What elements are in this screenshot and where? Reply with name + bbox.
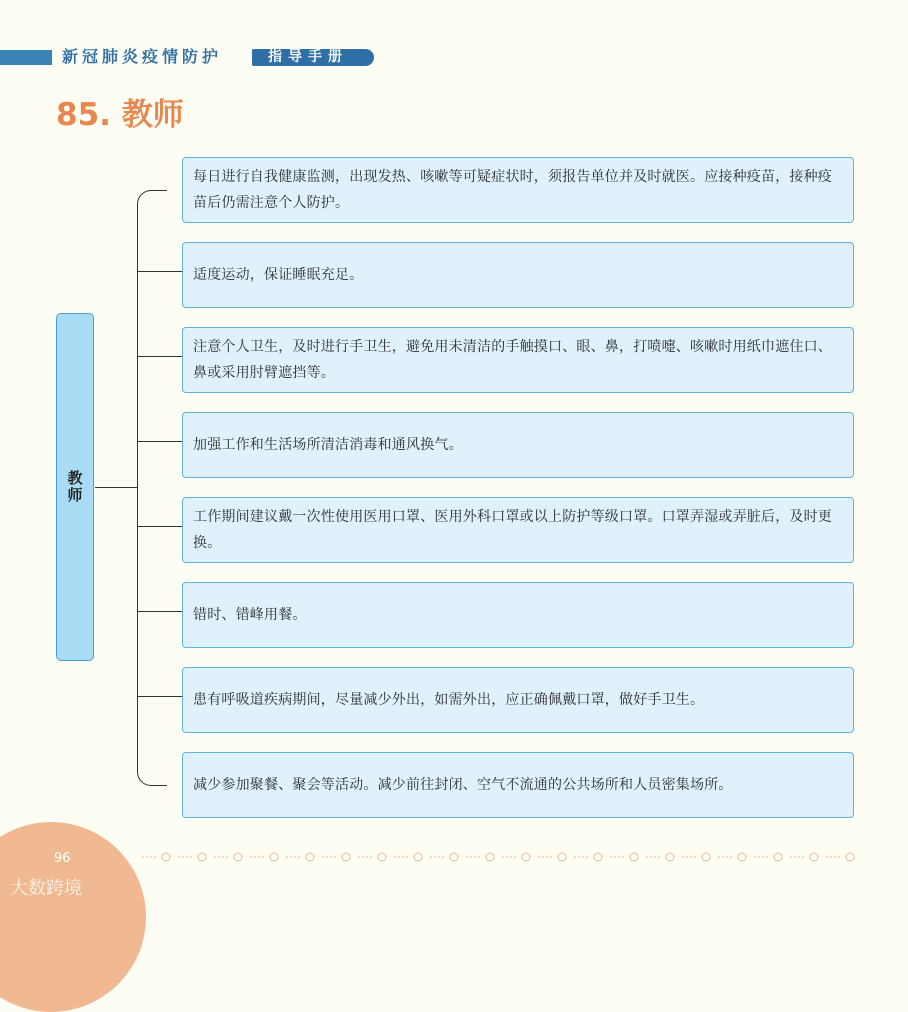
watermark-logo: 大数跨境 — [10, 878, 82, 899]
header-accent-bar — [0, 50, 52, 65]
subject-label: 教师 — [65, 470, 84, 504]
header-title: 新冠肺炎疫情防护 — [62, 47, 223, 66]
page-number: 96 — [54, 851, 71, 866]
advice-text: 错时、错峰用餐。 — [193, 607, 307, 623]
advice-item-3 — [182, 327, 854, 393]
advice-item-7 — [182, 667, 854, 733]
connector-tick — [138, 696, 182, 697]
footer-dotted-line — [130, 850, 858, 864]
connector-main — [95, 487, 138, 488]
footer-circle — [0, 822, 146, 1012]
advice-item-2 — [182, 242, 854, 308]
advice-text: 工作期间建议戴一次性使用医用口罩、医用外科口罩或以上防护等级口罩。口罩弄湿或弄脏后，及时更换。 — [193, 509, 832, 551]
advice-text: 加强工作和生活场所清洁消毒和通风换气。 — [193, 437, 463, 453]
advice-text: 每日进行自我健康监测，出现发热、咳嗽等可疑症状时，须报告单位并及时就医。应接种疫苗，接种疫苗后仍需注意个人防护。 — [193, 169, 832, 211]
advice-item-6 — [182, 582, 854, 648]
advice-text: 患有呼吸道疾病期间，尽量减少外出，如需外出，应正确佩戴口罩，做好手卫生。 — [193, 692, 705, 708]
connector-tick — [138, 526, 182, 527]
advice-item-8 — [182, 752, 854, 818]
header-tag: 指导手册 — [252, 49, 374, 66]
advice-text: 减少参加聚餐、聚会等活动。减少前往封闭、空气不流通的公共场所和人员密集场所。 — [193, 777, 733, 793]
connector-tick — [138, 611, 182, 612]
connector-tick — [138, 441, 182, 442]
connector-tick — [138, 271, 182, 272]
advice-item-5 — [182, 497, 854, 563]
page-title: 85. 教师 — [56, 97, 184, 133]
advice-item-1 — [182, 157, 854, 223]
advice-text: 注意个人卫生，及时进行手卫生，避免用未清洁的手触摸口、眼、鼻，打喷嚏、咳嗽时用纸巾遮住口、鼻或采用肘臂遮挡等。 — [193, 339, 832, 381]
subject-box — [56, 313, 94, 661]
advice-text: 适度运动，保证睡眠充足。 — [193, 267, 364, 283]
connector-tick — [138, 356, 182, 357]
advice-item-4 — [182, 412, 854, 478]
